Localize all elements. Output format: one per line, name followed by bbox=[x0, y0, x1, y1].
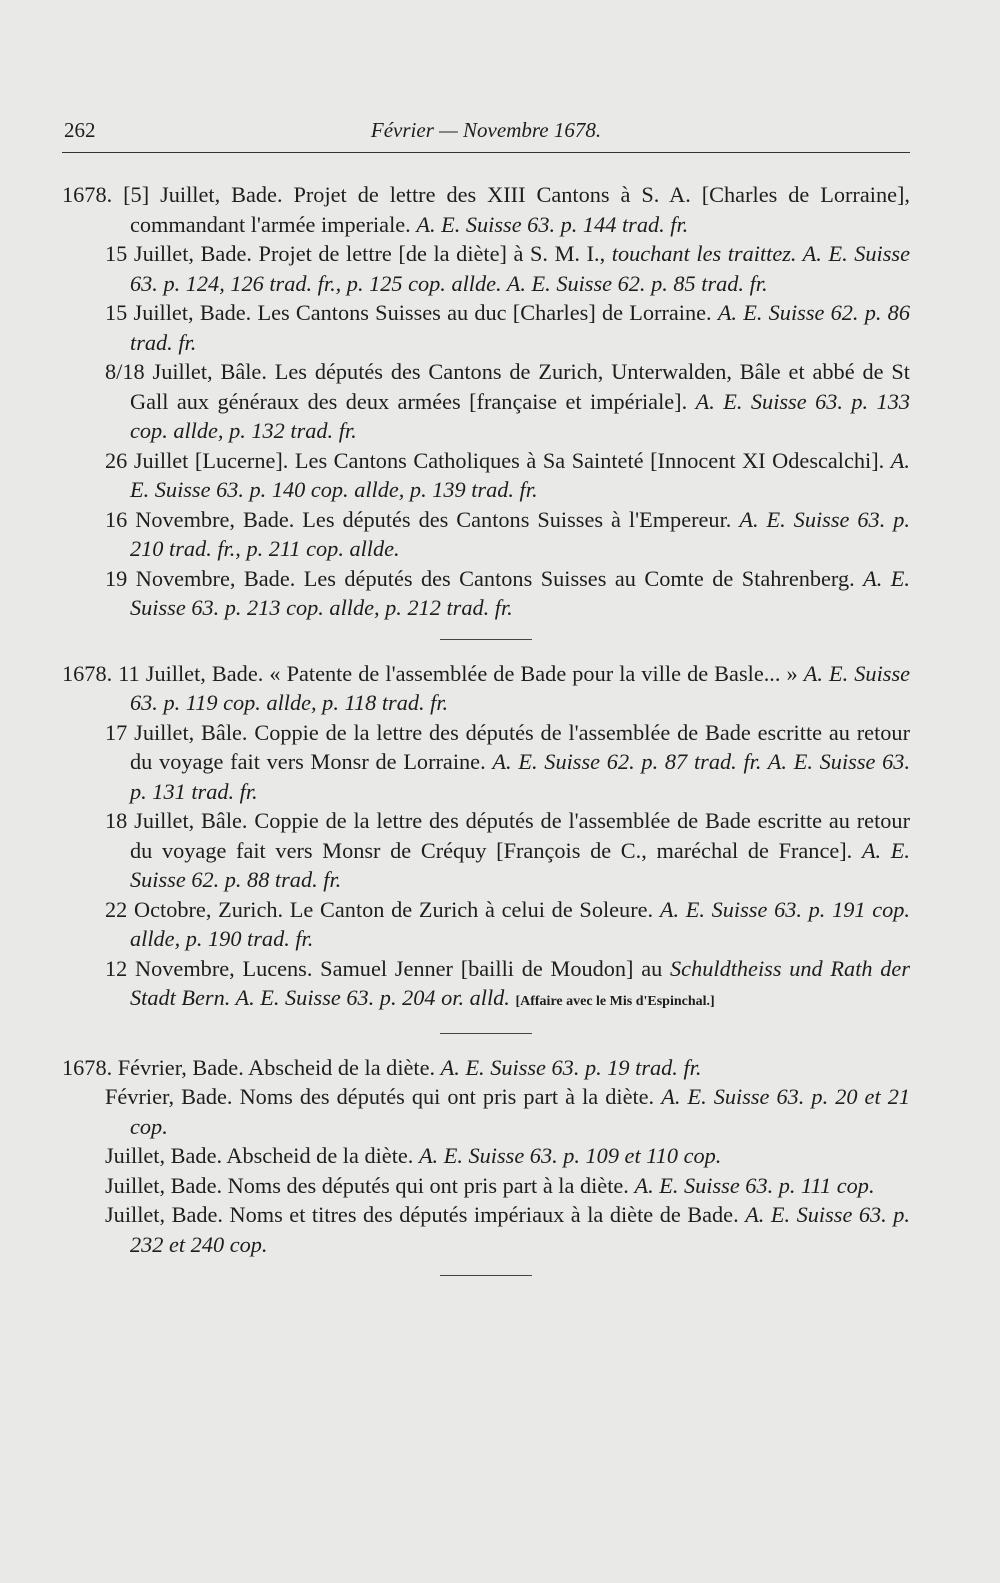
archive-reference: A. E. Suisse 63. p. 19 trad. fr. bbox=[440, 1054, 702, 1080]
entry-text: 1678. Février, Bade. Abscheid de la diète. bbox=[62, 1054, 436, 1080]
entry-text: Juillet, Bade. Noms des députés qui ont pris part à la diète. bbox=[105, 1172, 629, 1198]
entry-text: 26 Juillet [Lucerne]. Les Cantons Catholiques à Sa Sainteté [Innocent XI Odescalchi]. bbox=[105, 447, 885, 473]
archive-reference: A. E. Suisse 63. p. 213 cop. allde, p. 212 trad. fr. bbox=[130, 565, 910, 620]
entry bbox=[62, 954, 910, 1017]
entry bbox=[62, 298, 910, 357]
entry-text: 19 Novembre, Bade. Les députés des Cantons Suisses au Comte de Stahrenberg. bbox=[105, 565, 855, 591]
entry bbox=[62, 446, 910, 505]
entry bbox=[62, 718, 910, 807]
archive-reference: A. E. Suisse 63. p. 144 trad. fr. bbox=[416, 211, 689, 237]
archive-reference: A. E. Suisse 62. p. 86 trad. fr. bbox=[130, 300, 910, 355]
entry bbox=[62, 895, 910, 954]
archive-reference: A. E. Suisse 63. p. 210 trad. fr., p. 211 cop. allde. bbox=[130, 506, 910, 561]
entry-text: 15 Juillet, Bade. Projet de lettre [de la diète] à S. M. I., bbox=[105, 241, 606, 266]
entry-text: Février, Bade. Noms des députés qui ont pris part à la diète. bbox=[105, 1084, 655, 1109]
archive-reference: A. E. Suisse 63. p. 119 cop. allde, p. 118 trad. fr. bbox=[130, 660, 911, 715]
entry bbox=[62, 659, 910, 718]
section-separator bbox=[440, 1275, 532, 1276]
entry-text: 1678. [5] Juillet, Bade. Projet de lettre des XIII Cantons à S. A. [Charles de Lorraine], commandant l'armée imperiale. bbox=[62, 182, 910, 237]
entry bbox=[62, 1200, 910, 1259]
entry-text: Juillet, Bade. Noms et titres des députés impériaux à la diète de Bade. bbox=[105, 1202, 739, 1227]
archive-reference: A. E. Suisse 63. p. 20 et 21 cop. bbox=[130, 1084, 910, 1139]
entry bbox=[62, 1171, 910, 1201]
entry bbox=[62, 505, 910, 564]
archive-reference: A. E. Suisse 63. p. 111 cop. bbox=[634, 1172, 875, 1198]
running-title: Février — Novembre 1678. bbox=[370, 118, 602, 142]
entry bbox=[62, 564, 910, 623]
entry-text: 15 Juillet, Bade. Les Cantons Suisses au duc [Charles] de Lorraine. bbox=[105, 300, 712, 325]
archive-reference: A. E. Suisse 62. p. 88 trad. fr. bbox=[130, 837, 911, 892]
entry-text: 22 Octobre, Zurich. Le Canton de Zurich à celui de Soleure. bbox=[105, 896, 654, 922]
entry bbox=[62, 357, 910, 446]
page-header bbox=[62, 118, 910, 148]
entry bbox=[62, 1053, 910, 1083]
page-number: 262 bbox=[64, 118, 96, 142]
section-separator bbox=[440, 639, 532, 640]
entry-text: 18 Juillet, Bâle. Coppie de la lettre des députés de l'assemblée de Bade escritte au retour du voyage fait vers Monsr de Créquy [François de C., maréchal de France]. bbox=[105, 808, 910, 863]
archive-reference: A. E. Suisse 63. p. 109 et 110 cop. bbox=[418, 1143, 722, 1168]
archive-reference: A. E. Suisse 63. p. 191 cop. allde, p. 190 trad. fr. bbox=[130, 896, 910, 951]
archive-reference: Schuldtheiss und Rath der Stadt Bern. A. E. Suisse 63. p. 204 or. alld. bbox=[130, 955, 911, 1010]
entry-text: 8/18 Juillet, Bâle. Les députés des Cantons de Zurich, Unterwalden, Bâle et abbé de St Gall aux généraux des deux armées [française et impériale]. bbox=[105, 359, 910, 414]
document-body bbox=[62, 180, 910, 1295]
entry-note: [Affaire avec le Mis d'Espinchal.] bbox=[515, 994, 715, 1009]
entry bbox=[62, 1141, 910, 1171]
entry-text: 12 Novembre, Lucens. Samuel Jenner [bailli de Moudon] au bbox=[105, 955, 663, 981]
header-rule bbox=[62, 152, 910, 153]
archive-reference: A. E. Suisse 63. p. 140 cop. allde, p. 139 trad. fr. bbox=[130, 447, 910, 502]
entry-text: 16 Novembre, Bade. Les députés des Cantons Suisses à l'Empereur. bbox=[105, 506, 732, 532]
section-separator bbox=[440, 1033, 532, 1034]
entry bbox=[62, 239, 910, 298]
entry-text: 17 Juillet, Bâle. Coppie de la lettre des députés de l'assemblée de Bade escritte au retour du voyage fait vers Monsr de Lorraine. bbox=[105, 719, 910, 774]
archive-reference: touchant les traittez. A. E. Suisse 63. p. 124, 126 trad. fr., p. 125 cop. allde. A. E. Suisse 62. p. 85 trad. fr. bbox=[130, 241, 910, 296]
entry bbox=[62, 806, 910, 895]
entry bbox=[62, 180, 910, 239]
entry-text: Juillet, Bade. Abscheid de la diète. bbox=[105, 1143, 414, 1168]
archive-reference: A. E. Suisse 62. p. 87 trad. fr. A. E. Suisse 63. p. 131 trad. fr. bbox=[130, 749, 911, 804]
archive-reference: A. E. Suisse 63. p. 232 et 240 cop. bbox=[130, 1202, 910, 1257]
archive-reference: A. E. Suisse 63. p. 133 cop. allde, p. 132 trad. fr. bbox=[130, 388, 910, 443]
entry-text: 1678. 11 Juillet, Bade. « Patente de l'assemblée de Bade pour la ville de Basle... » bbox=[62, 660, 798, 686]
entry bbox=[62, 1082, 910, 1141]
